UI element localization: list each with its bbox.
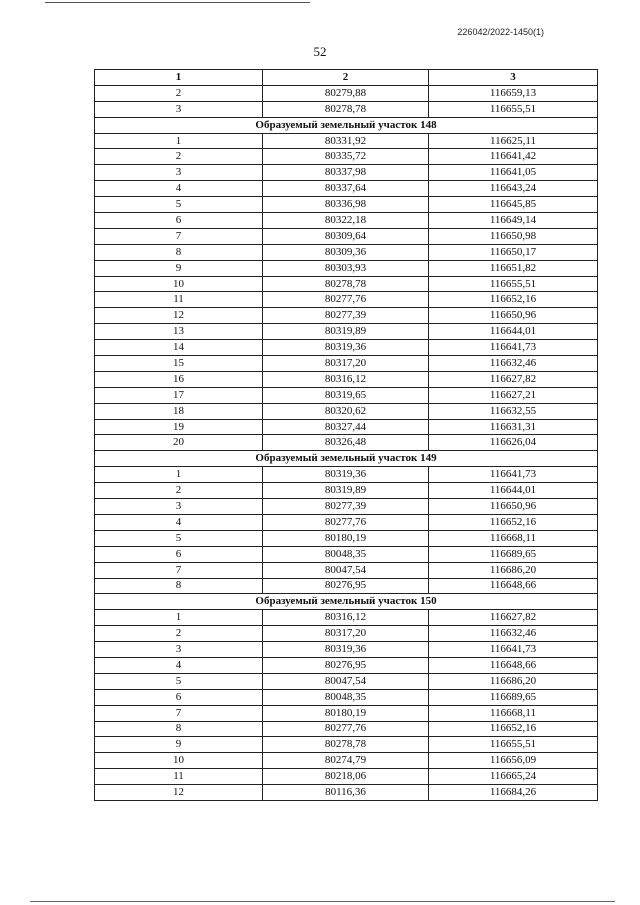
point-number-cell: 6	[95, 546, 263, 562]
section-row	[95, 117, 598, 133]
point-number-cell: 10	[95, 753, 263, 769]
y-coordinate-cell: 116641,73	[429, 467, 598, 483]
y-coordinate-cell: 116648,66	[429, 578, 598, 594]
column-header-x: 2	[263, 70, 429, 86]
y-coordinate-cell: 116686,20	[429, 562, 598, 578]
point-number-cell: 1	[95, 133, 263, 149]
table-row	[95, 689, 598, 705]
y-coordinate-cell: 116689,65	[429, 689, 598, 705]
x-coordinate-cell: 80279,88	[263, 85, 429, 101]
y-coordinate-cell: 116684,26	[429, 785, 598, 801]
y-coordinate-cell: 116665,24	[429, 769, 598, 785]
table-row	[95, 101, 598, 117]
y-coordinate-cell: 116668,11	[429, 530, 598, 546]
table-row	[95, 705, 598, 721]
top-divider	[45, 2, 310, 3]
point-number-cell: 15	[95, 356, 263, 372]
x-coordinate-cell: 80276,95	[263, 578, 429, 594]
point-number-cell: 7	[95, 228, 263, 244]
point-number-cell: 18	[95, 403, 263, 419]
y-coordinate-cell: 116627,82	[429, 610, 598, 626]
x-coordinate-cell: 80303,93	[263, 260, 429, 276]
table-row	[95, 530, 598, 546]
y-coordinate-cell: 116650,96	[429, 308, 598, 324]
table-row	[95, 85, 598, 101]
point-number-cell: 4	[95, 181, 263, 197]
x-coordinate-cell: 80277,76	[263, 721, 429, 737]
y-coordinate-cell: 116652,16	[429, 721, 598, 737]
x-coordinate-cell: 80335,72	[263, 149, 429, 165]
bottom-divider	[30, 901, 615, 902]
document-id: 226042/2022-1450(1)	[457, 27, 544, 37]
y-coordinate-cell: 116644,01	[429, 324, 598, 340]
y-coordinate-cell: 116652,16	[429, 514, 598, 530]
x-coordinate-cell: 80319,36	[263, 340, 429, 356]
table-row	[95, 642, 598, 658]
point-number-cell: 4	[95, 657, 263, 673]
y-coordinate-cell: 116643,24	[429, 181, 598, 197]
x-coordinate-cell: 80322,18	[263, 213, 429, 229]
point-number-cell: 16	[95, 371, 263, 387]
table-row	[95, 626, 598, 642]
table-row	[95, 483, 598, 499]
table-row	[95, 228, 598, 244]
table-row	[95, 387, 598, 403]
x-coordinate-cell: 80180,19	[263, 530, 429, 546]
point-number-cell: 9	[95, 260, 263, 276]
table-row	[95, 769, 598, 785]
x-coordinate-cell: 80319,65	[263, 387, 429, 403]
x-coordinate-cell: 80180,19	[263, 705, 429, 721]
x-coordinate-cell: 80277,76	[263, 514, 429, 530]
y-coordinate-cell: 116689,65	[429, 546, 598, 562]
point-number-cell: 5	[95, 673, 263, 689]
column-header-number: 1	[95, 70, 263, 86]
point-number-cell: 14	[95, 340, 263, 356]
point-number-cell: 6	[95, 213, 263, 229]
x-coordinate-cell: 80317,20	[263, 626, 429, 642]
y-coordinate-cell: 116655,51	[429, 101, 598, 117]
y-coordinate-cell: 116641,05	[429, 165, 598, 181]
table-row	[95, 356, 598, 372]
x-coordinate-cell: 80337,98	[263, 165, 429, 181]
table-row	[95, 292, 598, 308]
table-row	[95, 785, 598, 801]
y-coordinate-cell: 116650,17	[429, 244, 598, 260]
point-number-cell: 7	[95, 705, 263, 721]
y-coordinate-cell: 116655,51	[429, 737, 598, 753]
point-number-cell: 3	[95, 499, 263, 515]
table-row	[95, 435, 598, 451]
table-row	[95, 499, 598, 515]
table-row	[95, 340, 598, 356]
table-row	[95, 149, 598, 165]
y-coordinate-cell: 116641,73	[429, 642, 598, 658]
x-coordinate-cell: 80316,12	[263, 610, 429, 626]
table-row	[95, 546, 598, 562]
y-coordinate-cell: 116627,82	[429, 371, 598, 387]
y-coordinate-cell: 116625,11	[429, 133, 598, 149]
point-number-cell: 2	[95, 483, 263, 499]
x-coordinate-cell: 80276,95	[263, 657, 429, 673]
y-coordinate-cell: 116686,20	[429, 673, 598, 689]
point-number-cell: 1	[95, 467, 263, 483]
y-coordinate-cell: 116648,66	[429, 657, 598, 673]
point-number-cell: 9	[95, 737, 263, 753]
point-number-cell: 5	[95, 530, 263, 546]
table-row	[95, 467, 598, 483]
point-number-cell: 3	[95, 165, 263, 181]
table-row	[95, 371, 598, 387]
x-coordinate-cell: 80317,20	[263, 356, 429, 372]
x-coordinate-cell: 80320,62	[263, 403, 429, 419]
y-coordinate-cell: 116632,55	[429, 403, 598, 419]
y-coordinate-cell: 116632,46	[429, 626, 598, 642]
y-coordinate-cell: 116656,09	[429, 753, 598, 769]
table-row	[95, 165, 598, 181]
table-row	[95, 673, 598, 689]
y-coordinate-cell: 116627,21	[429, 387, 598, 403]
x-coordinate-cell: 80277,76	[263, 292, 429, 308]
section-title: Образуемый земельный участок 150	[95, 594, 598, 610]
table-row	[95, 181, 598, 197]
x-coordinate-cell: 80319,89	[263, 483, 429, 499]
y-coordinate-cell: 116632,46	[429, 356, 598, 372]
y-coordinate-cell: 116650,98	[429, 228, 598, 244]
table-row	[95, 562, 598, 578]
point-number-cell: 6	[95, 689, 263, 705]
table-row	[95, 753, 598, 769]
y-coordinate-cell: 116641,73	[429, 340, 598, 356]
section-row	[95, 594, 598, 610]
table-row	[95, 133, 598, 149]
y-coordinate-cell: 116651,82	[429, 260, 598, 276]
point-number-cell: 19	[95, 419, 263, 435]
coordinates-table	[94, 69, 598, 801]
section-title: Образуемый земельный участок 149	[95, 451, 598, 467]
table-row	[95, 197, 598, 213]
column-header-y: 3	[429, 70, 598, 86]
y-coordinate-cell: 116645,85	[429, 197, 598, 213]
table-row	[95, 610, 598, 626]
table-row	[95, 578, 598, 594]
x-coordinate-cell: 80116,36	[263, 785, 429, 801]
table-row	[95, 737, 598, 753]
y-coordinate-cell: 116659,13	[429, 85, 598, 101]
table-row	[95, 260, 598, 276]
point-number-cell: 11	[95, 292, 263, 308]
point-number-cell: 3	[95, 101, 263, 117]
table-row	[95, 308, 598, 324]
table-row	[95, 244, 598, 260]
x-coordinate-cell: 80278,78	[263, 101, 429, 117]
point-number-cell: 20	[95, 435, 263, 451]
x-coordinate-cell: 80048,35	[263, 689, 429, 705]
y-coordinate-cell: 116649,14	[429, 213, 598, 229]
table-row	[95, 419, 598, 435]
point-number-cell: 1	[95, 610, 263, 626]
x-coordinate-cell: 80278,78	[263, 276, 429, 292]
y-coordinate-cell: 116644,01	[429, 483, 598, 499]
section-row	[95, 451, 598, 467]
point-number-cell: 8	[95, 721, 263, 737]
x-coordinate-cell: 80274,79	[263, 753, 429, 769]
section-title: Образуемый земельный участок 148	[95, 117, 598, 133]
table-row	[95, 721, 598, 737]
table-row	[95, 403, 598, 419]
x-coordinate-cell: 80309,64	[263, 228, 429, 244]
x-coordinate-cell: 80309,36	[263, 244, 429, 260]
point-number-cell: 11	[95, 769, 263, 785]
table-row	[95, 324, 598, 340]
x-coordinate-cell: 80048,35	[263, 546, 429, 562]
point-number-cell: 12	[95, 785, 263, 801]
table-row	[95, 276, 598, 292]
y-coordinate-cell: 116650,96	[429, 499, 598, 515]
point-number-cell: 8	[95, 244, 263, 260]
x-coordinate-cell: 80319,36	[263, 467, 429, 483]
x-coordinate-cell: 80337,64	[263, 181, 429, 197]
table-row	[95, 514, 598, 530]
y-coordinate-cell: 116652,16	[429, 292, 598, 308]
table-row	[95, 213, 598, 229]
x-coordinate-cell: 80277,39	[263, 308, 429, 324]
x-coordinate-cell: 80326,48	[263, 435, 429, 451]
x-coordinate-cell: 80331,92	[263, 133, 429, 149]
page-number: 52	[313, 44, 327, 59]
point-number-cell: 10	[95, 276, 263, 292]
x-coordinate-cell: 80319,89	[263, 324, 429, 340]
x-coordinate-cell: 80047,54	[263, 673, 429, 689]
point-number-cell: 3	[95, 642, 263, 658]
table-body	[95, 85, 598, 800]
point-number-cell: 13	[95, 324, 263, 340]
point-number-cell: 2	[95, 149, 263, 165]
x-coordinate-cell: 80277,39	[263, 499, 429, 515]
x-coordinate-cell: 80218,06	[263, 769, 429, 785]
x-coordinate-cell: 80278,78	[263, 737, 429, 753]
y-coordinate-cell: 116668,11	[429, 705, 598, 721]
point-number-cell: 5	[95, 197, 263, 213]
table-header-row	[95, 70, 598, 86]
x-coordinate-cell: 80047,54	[263, 562, 429, 578]
y-coordinate-cell: 116626,04	[429, 435, 598, 451]
x-coordinate-cell: 80327,44	[263, 419, 429, 435]
y-coordinate-cell: 116641,42	[429, 149, 598, 165]
point-number-cell: 12	[95, 308, 263, 324]
table-row	[95, 657, 598, 673]
x-coordinate-cell: 80316,12	[263, 371, 429, 387]
y-coordinate-cell: 116631,31	[429, 419, 598, 435]
point-number-cell: 2	[95, 626, 263, 642]
point-number-cell: 8	[95, 578, 263, 594]
y-coordinate-cell: 116655,51	[429, 276, 598, 292]
point-number-cell: 7	[95, 562, 263, 578]
x-coordinate-cell: 80336,98	[263, 197, 429, 213]
point-number-cell: 4	[95, 514, 263, 530]
point-number-cell: 2	[95, 85, 263, 101]
x-coordinate-cell: 80319,36	[263, 642, 429, 658]
point-number-cell: 17	[95, 387, 263, 403]
